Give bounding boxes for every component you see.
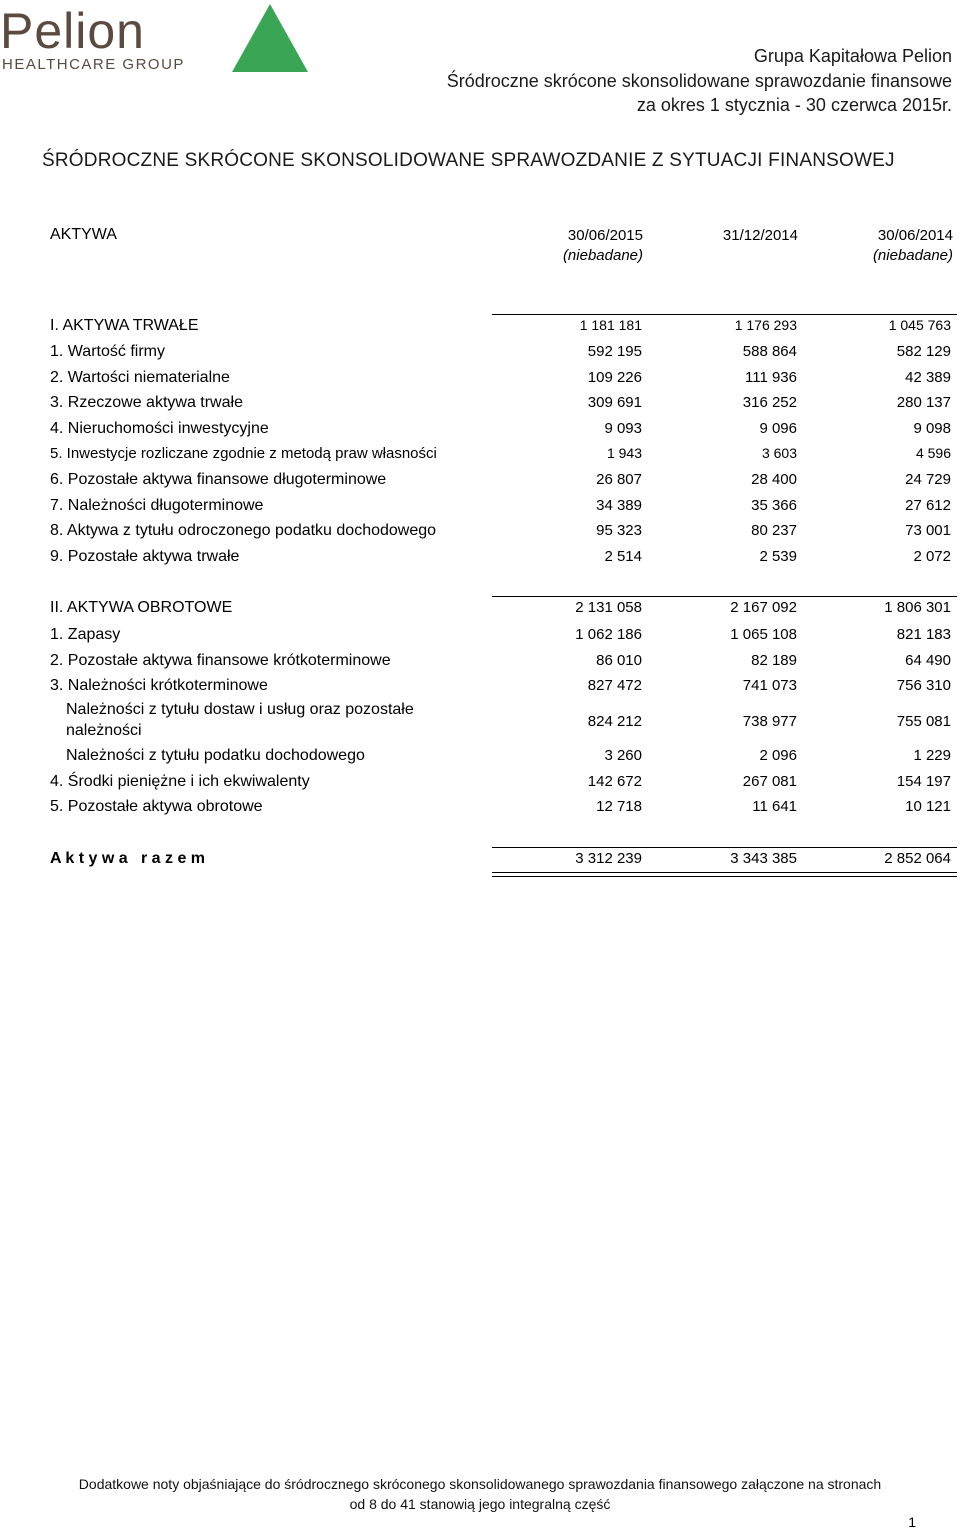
row-label: 6. Pozostałe aktywa finansowe długoterminowe — [50, 471, 387, 488]
row-value-2014-12: 82 189 — [751, 652, 797, 669]
row-value-2015-06: 1 181 181 — [579, 317, 642, 333]
row-value-2014-12: 80 237 — [751, 522, 797, 539]
row-value-2015-06: 2 131 058 — [575, 599, 642, 616]
table-row — [0, 548, 960, 572]
row-value-2014-06: 582 129 — [896, 343, 951, 360]
table-row — [0, 626, 960, 650]
total-value-2015-06: 3 312 239 — [575, 850, 642, 867]
row-value-2015-06: 309 691 — [587, 394, 642, 411]
footer-note-line2: od 8 do 41 stanowią jego integralną część — [349, 1496, 611, 1512]
row-value-2015-06: 142 672 — [587, 773, 642, 790]
table-row-total — [0, 850, 960, 874]
row-label: 3. Rzeczowe aktywa trwałe — [50, 394, 243, 411]
row-value-2015-06: 95 323 — [596, 522, 642, 539]
header-company: Grupa Kapitałowa Pelion — [753, 46, 952, 66]
table-row — [0, 522, 960, 546]
column-note: (niebadane) — [872, 247, 953, 264]
total-value-2014-12: 3 343 385 — [730, 850, 797, 867]
row-value-2014-06: 280 137 — [896, 394, 951, 411]
row-label: Należności z tytułu dostaw i usług oraz pozostałe — [66, 701, 414, 718]
table-row — [0, 420, 960, 444]
row-value-2014-12: 588 864 — [742, 343, 797, 360]
row-value-2014-06: 64 490 — [905, 652, 951, 669]
row-value-2015-06: 1 943 — [606, 445, 642, 461]
row-value-2015-06: 26 807 — [596, 471, 642, 488]
table-row — [0, 471, 960, 495]
row-value-2014-12: 267 081 — [742, 773, 797, 790]
row-value-2014-06: 2 072 — [913, 548, 951, 565]
row-label: Należności z tytułu podatku dochodowego — [66, 747, 365, 764]
row-value-2014-06: 1 806 301 — [884, 599, 951, 616]
row-value-2014-12: 2 539 — [759, 548, 797, 565]
row-value-2014-06: 24 729 — [905, 471, 951, 488]
table-row — [0, 343, 960, 367]
row-value-2014-12: 741 073 — [742, 677, 797, 694]
logo-subtitle: HEALTHCARE GROUP — [2, 56, 185, 73]
row-value-2014-12: 28 400 — [751, 471, 797, 488]
table-row — [0, 747, 960, 771]
row-value-2014-06: 73 001 — [905, 522, 951, 539]
table-row — [0, 652, 960, 676]
total-rule-double-1 — [492, 872, 957, 873]
table-row-section-aktywa-obrotowe — [0, 599, 960, 623]
row-value-2015-06: 824 212 — [587, 713, 642, 730]
row-label: I. AKTYWA TRWAŁE — [50, 317, 199, 334]
row-value-2014-06: 1 229 — [913, 747, 951, 764]
row-label: 2. Pozostałe aktywa finansowe krótkoterminowe — [50, 652, 391, 669]
column-header-2014-06 — [805, 226, 953, 266]
row-value-2014-12: 316 252 — [742, 394, 797, 411]
row-value-2014-12: 111 936 — [745, 369, 797, 386]
logo-wordmark: Pelion — [0, 3, 145, 59]
table-row — [0, 677, 960, 701]
row-value-2015-06: 34 389 — [596, 497, 642, 514]
row-value-2015-06: 2 514 — [604, 548, 642, 565]
table-row — [0, 773, 960, 797]
row-value-2014-06: 42 389 — [905, 369, 951, 386]
row-label: 9. Pozostałe aktywa trwałe — [50, 548, 240, 565]
footer-note-line1: Dodatkowe noty objaśniające do śródrocznego skróconego skonsolidowanego sprawozdania finansowego załączone na stronach — [78, 1476, 882, 1492]
row-value-2015-06: 592 195 — [587, 343, 642, 360]
column-note: (niebadane) — [562, 247, 643, 264]
total-value-2014-06: 2 852 064 — [884, 850, 951, 867]
row-value-2015-06: 827 472 — [587, 677, 642, 694]
section-rule — [492, 596, 957, 597]
row-label: 7. Należności długoterminowe — [50, 497, 264, 514]
row-label: 1. Wartość firmy — [50, 343, 165, 360]
table-row — [0, 445, 960, 469]
row-label: 1. Zapasy — [50, 626, 121, 643]
row-value-2014-06: 1 045 763 — [888, 317, 951, 333]
row-value-2014-12: 738 977 — [742, 713, 797, 730]
table-row — [0, 394, 960, 418]
total-rule-top — [492, 847, 957, 848]
column-header-2015-06 — [500, 226, 643, 266]
row-value-2014-12: 1 176 293 — [734, 317, 797, 333]
logo-triangle-icon — [230, 2, 310, 74]
row-value-2014-06: 10 121 — [905, 798, 951, 815]
row-label: 4. Nieruchomości inwestycyjne — [50, 420, 269, 437]
row-label: 2. Wartości niematerialne — [50, 369, 230, 386]
column-header-2014-12 — [650, 226, 798, 246]
row-value-2015-06: 1 062 186 — [575, 626, 642, 643]
row-value-2014-06: 9 098 — [913, 420, 951, 437]
row-value-2015-06: 9 093 — [604, 420, 642, 437]
row-value-2014-12: 11 641 — [752, 798, 797, 815]
total-rule-double-2 — [492, 876, 957, 877]
column-date: 30/06/2015 — [567, 227, 643, 244]
table-row — [0, 497, 960, 521]
table-heading-aktywa: AKTYWA — [50, 226, 117, 243]
row-value-2014-06: 821 183 — [896, 626, 951, 643]
table-row — [0, 701, 960, 745]
page-number: 1 — [908, 1514, 916, 1530]
section-rule — [492, 314, 957, 315]
row-label: 5. Inwestycje rozliczane zgodnie z metodą praw własności — [50, 445, 437, 462]
row-value-2015-06: 3 260 — [604, 747, 642, 764]
column-date: 30/06/2014 — [877, 227, 953, 244]
row-label: 8. Aktywa z tytułu odroczonego podatku dochodowego — [50, 522, 437, 539]
table-row — [0, 798, 960, 822]
row-value-2014-06: 27 612 — [905, 497, 951, 514]
table-row — [0, 369, 960, 393]
row-value-2014-12: 2 167 092 — [730, 599, 797, 616]
row-label-continued: należności — [66, 722, 142, 739]
row-value-2014-06: 4 596 — [915, 445, 951, 461]
column-date: 31/12/2014 — [722, 227, 798, 244]
row-label: 5. Pozostałe aktywa obrotowe — [50, 798, 263, 815]
row-value-2014-06: 756 310 — [896, 677, 951, 694]
row-value-2014-06: 154 197 — [896, 773, 951, 790]
row-value-2015-06: 109 226 — [587, 369, 642, 386]
row-value-2014-12: 1 065 108 — [730, 626, 797, 643]
row-value-2015-06: 86 010 — [596, 652, 642, 669]
row-label: II. AKTYWA OBROTOWE — [50, 599, 233, 616]
row-value-2014-06: 755 081 — [896, 713, 951, 730]
page-title: ŚRÓDROCZNE SKRÓCONE SKONSOLIDOWANE SPRAWOZDANIE Z SYTUACJI FINANSOWEJ — [42, 150, 895, 171]
row-label: 3. Należności krótkoterminowe — [50, 677, 268, 694]
table-row-section-aktywa-trwale — [0, 317, 960, 341]
row-value-2014-12: 2 096 — [759, 747, 797, 764]
company-logo — [0, 0, 320, 78]
row-value-2014-12: 9 096 — [759, 420, 797, 437]
header-report-name: Śródroczne skrócone skonsolidowane sprawozdanie finansowe — [446, 71, 952, 91]
total-label: A k t y w a r a z e m — [50, 850, 206, 867]
row-label: 4. Środki pieniężne i ich ekwiwalenty — [50, 773, 310, 790]
row-value-2014-12: 3 603 — [761, 445, 797, 461]
row-value-2014-12: 35 366 — [751, 497, 797, 514]
header-period: za okres 1 stycznia - 30 czerwca 2015r. — [636, 95, 952, 115]
row-value-2015-06: 12 718 — [596, 798, 642, 815]
